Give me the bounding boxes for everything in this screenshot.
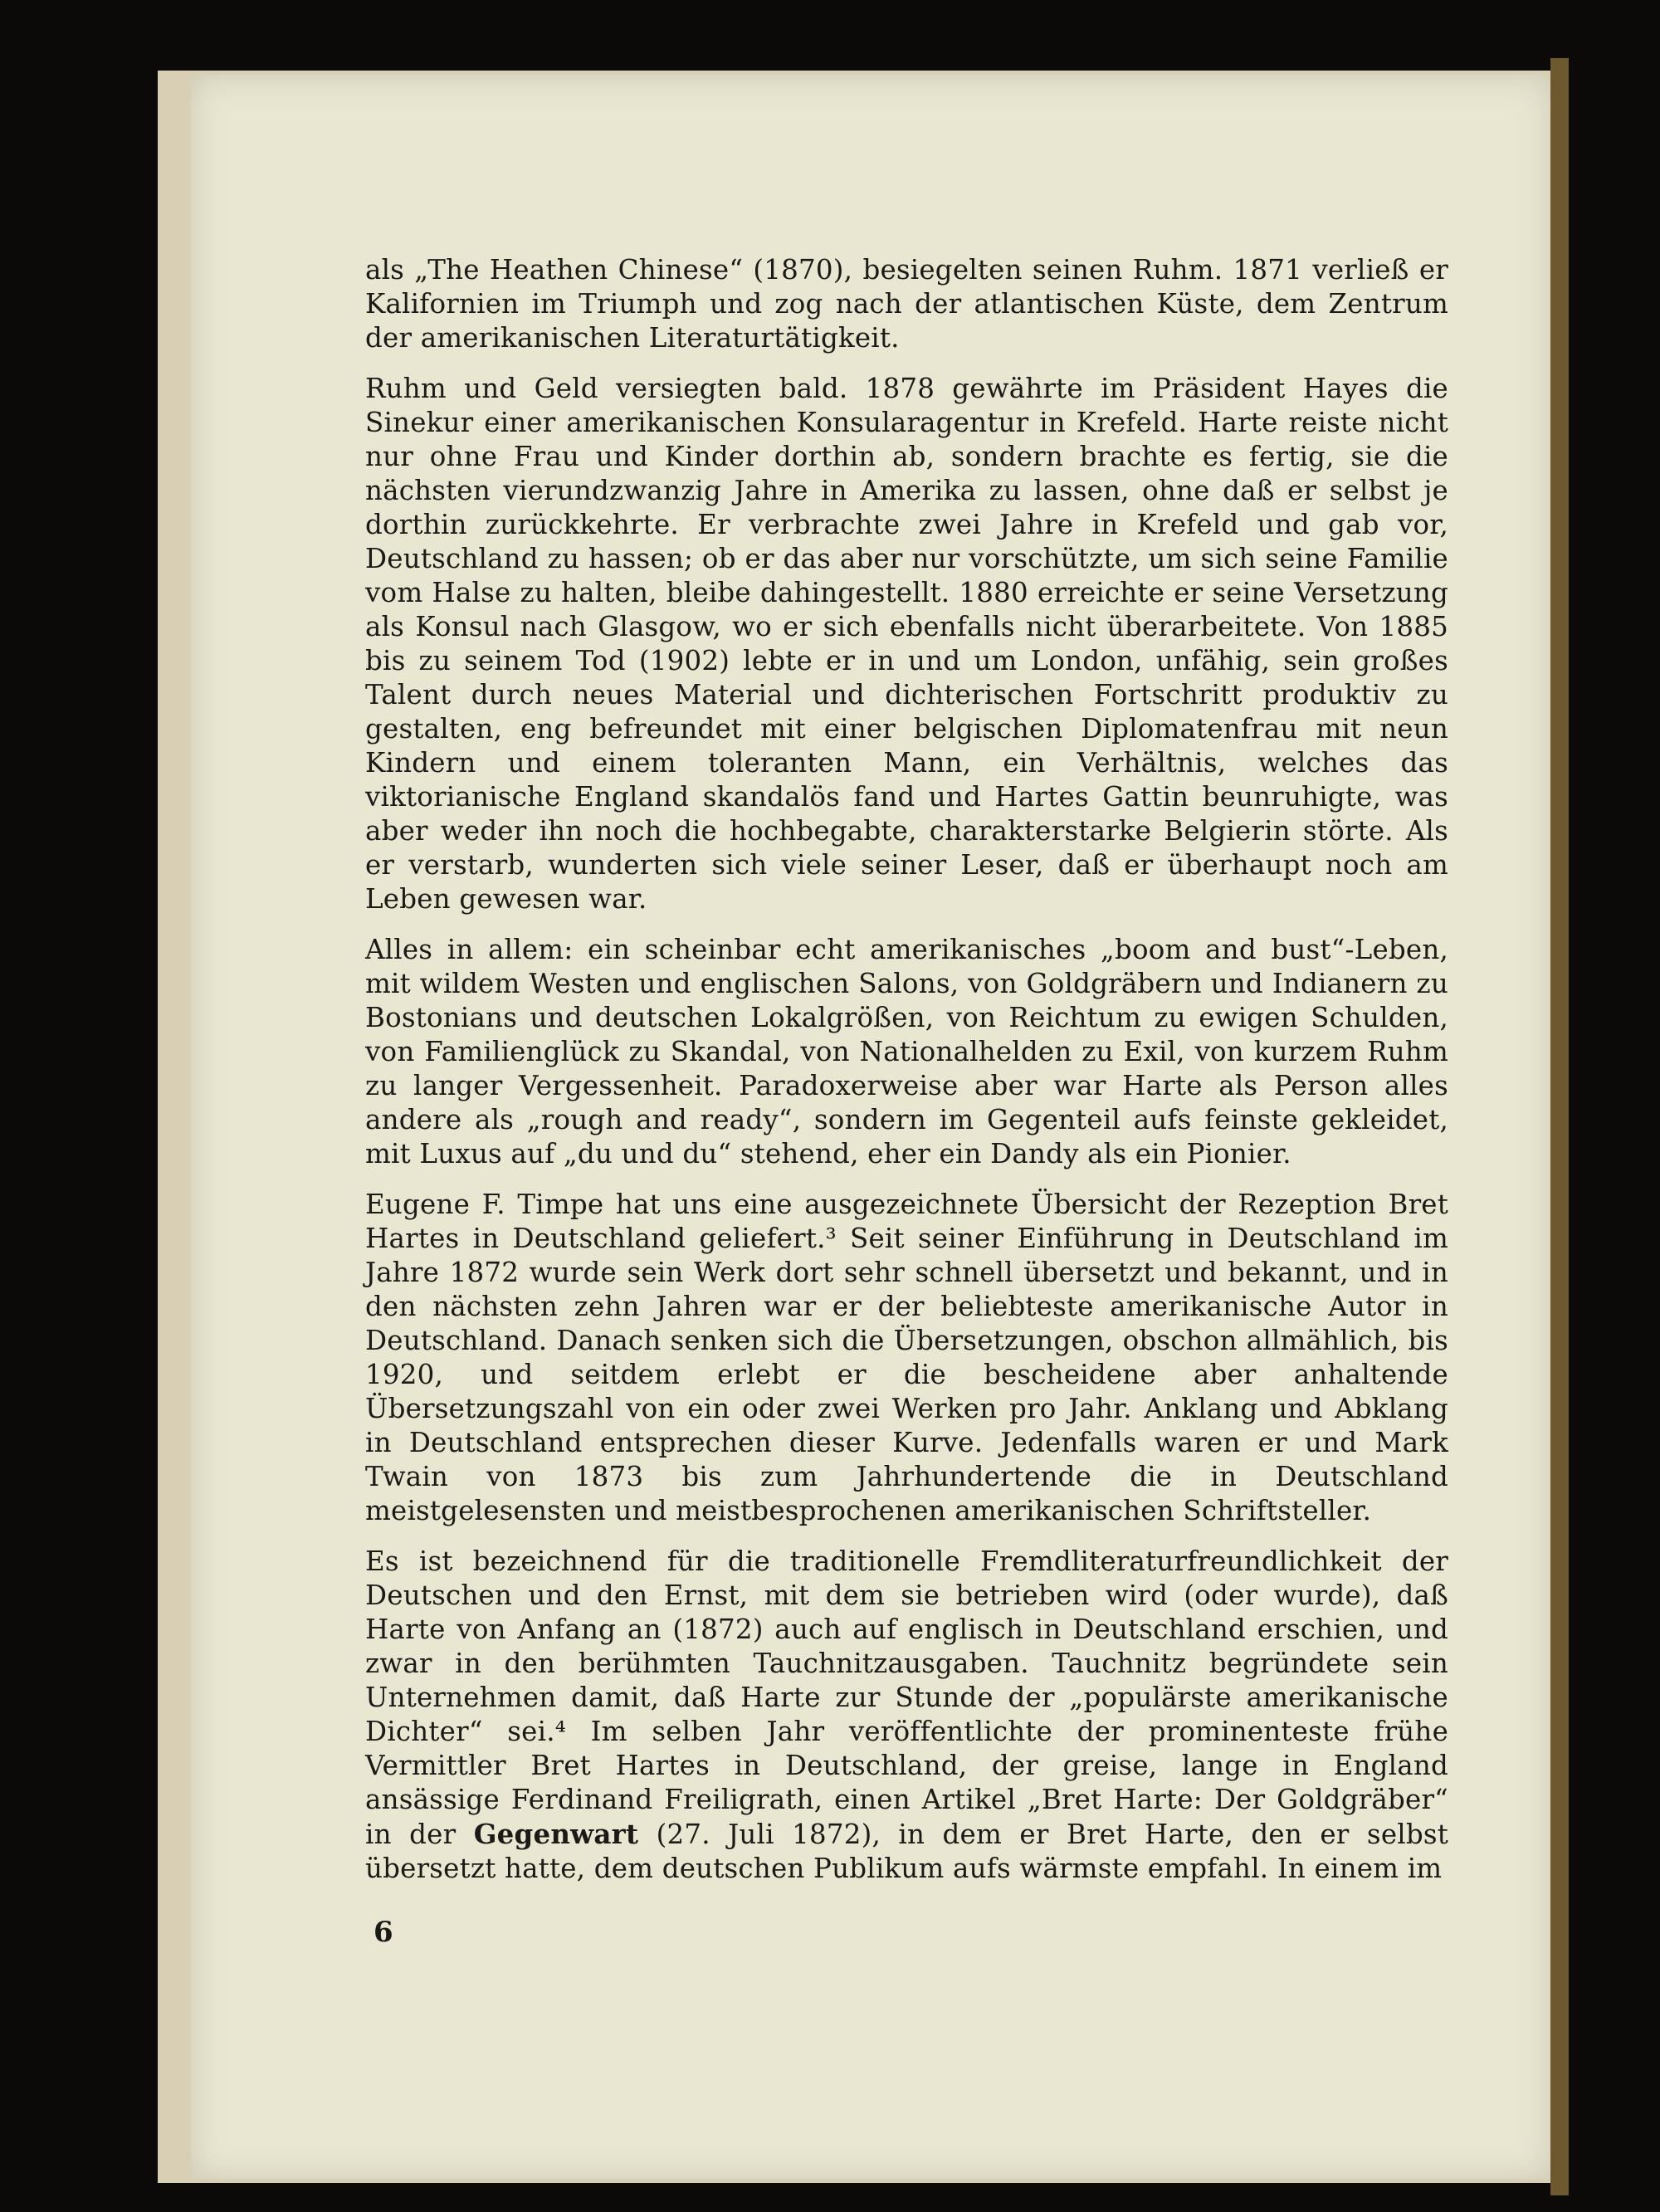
- paragraph-5-text-after: (27. Juli 1872), in dem er Bret Harte, den er selbst übersetzt hatte, dem deutschen Publikum aufs wärmste empfahl. In einem im: [365, 1819, 1448, 1884]
- paragraph-2: Ruhm und Geld versiegten bald. 1878 gewährte im Präsident Hayes die Sinekur einer amerikanischen Konsularagentur in Krefeld. Harte reiste nicht nur ohne Frau und Kinder dorthin ab, sondern brachte es fertig, sie die nächsten vierundzwanzig Jahre in Amerika zu lassen, ohne daß er selbst je dorthin zurückkehrte. Er verbrachte zwei Jahre in Krefeld und gab vor, Deutschland zu hassen; ob er das aber nur vorschützte, um sich seine Familie vom Halse zu halten, bleibe dahingestellt. 1880 erreichte er seine Versetzung als Konsul nach Glasgow, wo er sich ebenfalls nicht überarbeitete. Von 1885 bis zu seinem Tod (1902) lebte er in und um London, unfähig, sein großes Talent durch neues Material und dichterischen Fortschritt produktiv zu gestalten, eng befreundet mit einer belgischen Diplomatenfrau mit neun Kindern und einem toleranten Mann, ein Verhältnis, welches das viktorianische England skandalös fand und Hartes Gattin beunruhigte, was aber weder ihn noch die hochbegabte, charakterstarke Belgierin störte. Als er verstarb, wunderten sich viele seiner Leser, daß er überhaupt noch am Leben gewesen war.: [365, 373, 1448, 915]
- paragraph-4: Eugene F. Timpe hat uns eine ausgezeichnete Übersicht der Rezeption Bret Hartes in Deutschland geliefert.³ Seit seiner Einführung in Deutschland im Jahre 1872 wurde sein Werk dort sehr schnell übersetzt und bekannt, und in den nächsten zehn Jahren war er der beliebteste amerikanische Autor in Deutschland. Danach senken sich die Übersetzungen, obschon allmählich, bis 1920, und seitdem erlebt er die bescheidene aber anhaltende Übersetzungszahl von ein oder zwei Werken pro Jahr. Anklang und Abklang in Deutschland entsprechen dieser Kurve. Jedenfalls waren er und Mark Twain von 1873 bis zum Jahrhundertende die in Deutschland meistgelesensten und meistbesprochenen amerikanischen Schriftsteller.: [365, 1189, 1448, 1526]
- page-number: 6: [374, 1916, 393, 1949]
- body-text: [365, 253, 1448, 1902]
- journal-title-gegenwart: Gegenwart: [473, 1818, 639, 1850]
- paragraph-1: als „The Heathen Chinese“ (1870), besiegelten seinen Ruhm. 1871 verließ er Kalifornien im Triumph und zog nach der atlantischen Küste, dem Zentrum der amerikanischen Literaturtätigkeit.: [365, 254, 1448, 354]
- book-spine: [1550, 58, 1569, 2195]
- paragraph-5: [365, 1545, 1448, 1886]
- paragraph-5-text-before: Es ist bezeichnend für die traditionelle Fremdliteraturfreundlichkeit der Deutschen und den Ernst, mit dem sie betrieben wird (oder wurde), daß Harte von Anfang an (1872) auch auf englisch in Deutschland erschien, und zwar in den berühmten Tauchnitzausgaben. Tauchnitz begründete sein Unternehmen damit, daß Harte zur Stunde der „populärste amerikanische Dichter“ sei.⁴ Im selben Jahr veröffentlichte der prominenteste frühe Vermittler Bret Hartes in Deutschland, der greise, lange in England ansässige Ferdinand Freiligrath, einen Artikel „Bret Harte: Der Goldgräber“ in der: [365, 1545, 1448, 1850]
- paragraph-3: Alles in allem: ein scheinbar echt amerikanisches „boom and bust“-Leben, mit wildem Westen und englischen Salons, von Goldgräbern und Indianern zu Bostonians und deutschen Lokalgrößen, von Reichtum zu ewigen Schulden, von Familienglück zu Skandal, von Nationalhelden zu Exil, von kurzem Ruhm zu langer Vergessenheit. Paradoxerweise aber war Harte als Person alles andere als „rough and ready“, sondern im Gegenteil aufs feinste gekleidet, mit Luxus auf „du und du“ stehend, eher ein Dandy als ein Pionier.: [365, 934, 1448, 1169]
